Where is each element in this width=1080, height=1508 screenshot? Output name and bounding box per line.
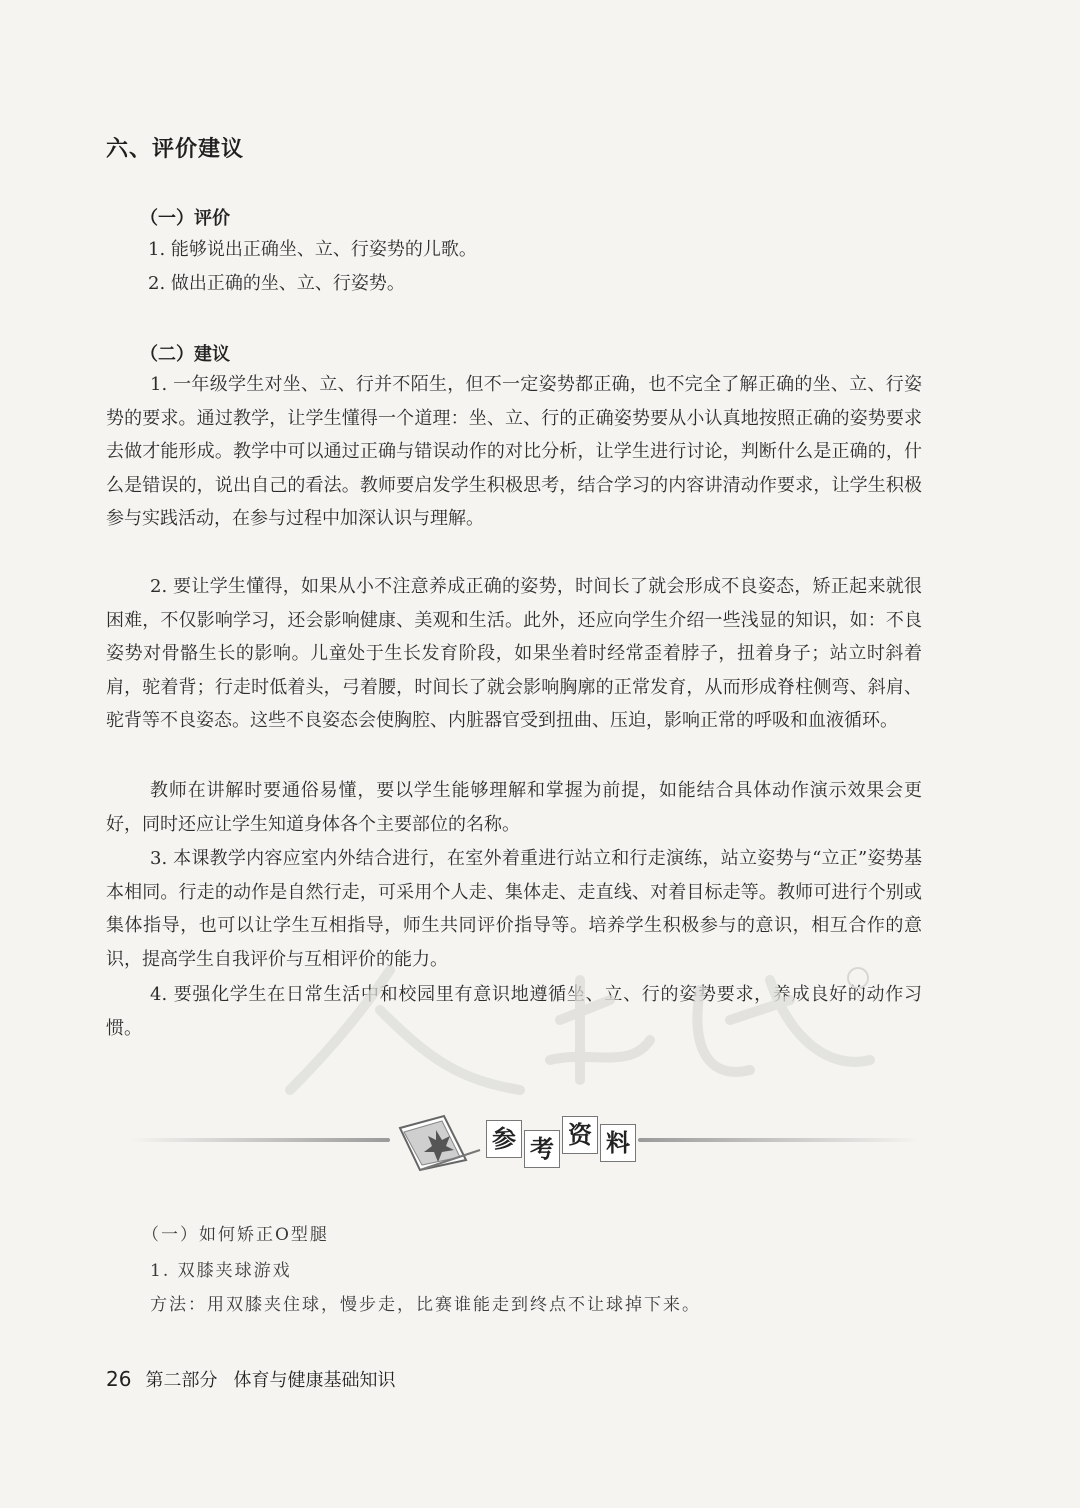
banner-char: 参 [486, 1120, 522, 1158]
banner-rule-right [638, 1138, 920, 1142]
advice-heading: （二）建议 [140, 344, 230, 365]
footer-part: 第二部分 [145, 1370, 218, 1391]
reference-title [486, 1116, 636, 1170]
eval-item-1: 1. 能够说出正确坐、立、行姿势的儿歌。 [148, 239, 477, 260]
eval-heading: （一）评价 [140, 208, 230, 229]
footer-part-title: 体育与健康基础知识 [233, 1370, 396, 1391]
advice-paragraph-3: 教师在讲解时要通俗易懂，要以学生能够理解和掌握为前提，如能结合具体动作演示效果会更好，同时还应让学生知道身体各个主要部位的名称。 [106, 780, 922, 835]
advice-paragraph-5: 4. 要强化学生在日常生活中和校园里有意识地遵循坐、立、行的姿势要求，养成良好的动作习惯。 [106, 984, 922, 1039]
advice-paragraph-2: 2. 要让学生懂得，如果从小不注意养成正确的姿势，时间长了就会形成不良姿态，矫正起来就很困难，不仅影响学习，还会影响健康、美观和生活。此外，还应向学生介绍一些浅显的知识，如：不良姿势对骨骼生长的影响。儿童处于生长发育阶段，如果坐着时经常歪着脖子，扭着身子；站立时斜着肩，驼着背；行走时低着头，弓着腰，时间长了就会影响胸廓的正常发育，从而形成脊柱侧弯、斜肩、驼背等不良姿态。这些不良姿态会使胸腔、内脏器官受到扭曲、压迫，影响正常的呼吸和血液循环。 [106, 576, 922, 732]
eval-item-2: 2. 做出正确的坐、立、行姿势。 [148, 273, 405, 294]
banner-char: 考 [524, 1130, 560, 1168]
page-number: 26 [106, 1367, 132, 1391]
advice-paragraph-1: 1. 一年级学生对坐、立、行并不陌生，但不一定姿势都正确，也不完全了解正确的坐、立、行姿势的要求。通过教学，让学生懂得一个道理：坐、立、行的正确姿势要从小认真地按照正确的姿势要求去做才能形成。教学中可以通过正确与错误动作的对比分析，让学生进行讨论，判断什么是正确的，什么是错误的，说出自己的看法。教师要启发学生积极思考，结合学习的内容讲清动作要求，让学生积极参与实践活动，在参与过程中加深认识与理解。 [106, 374, 922, 530]
watermark-calligraphy [230, 960, 890, 1110]
book-leaf-icon [392, 1110, 482, 1174]
reference-subheading: （一）如何矫正O型腿 [142, 1225, 329, 1245]
banner-char: 料 [600, 1124, 636, 1162]
banner-rule-left [130, 1138, 390, 1142]
advice-paragraph-4: 3. 本课教学内容应室内外结合进行，在室外着重进行站立和行走演练，站立姿势与“立正”姿势基本相同。行走的动作是自然行走，可采用个人走、集体走、走直线、对着目标走等。教师可进行个别或集体指导，也可以让学生互相指导，师生共同评价指导等。培养学生积极参与的意识，相互合作的意识，提高学生自我评价与互相评价的能力。 [106, 848, 922, 970]
reference-method: 方法：用双膝夹住球，慢步走，比赛谁能走到终点不让球掉下来。 [150, 1295, 701, 1315]
banner-char: 资 [562, 1116, 598, 1154]
page-footer [106, 1366, 395, 1392]
section-title: 六、评价建议 [106, 137, 245, 162]
reference-item: 1. 双膝夹球游戏 [150, 1261, 292, 1281]
reference-banner [130, 1108, 930, 1178]
